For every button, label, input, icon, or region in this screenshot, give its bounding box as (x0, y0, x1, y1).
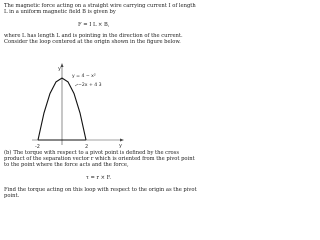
curve-label: y = 4 − x² (72, 74, 96, 79)
force-equation: F = I L × B, (78, 22, 110, 28)
x-axis-label: y (119, 143, 122, 149)
line-label: −2x + 4 3 (78, 83, 102, 88)
part-b-text (4, 150, 197, 169)
part-b-task: Find the torque acting on this loop with respect to the origin as the pivot point. (4, 187, 197, 200)
intro-continued-text: where L has length L and is pointing in the direction of the current. Consider the loop centered at the origin shown in the figure below. (4, 33, 183, 46)
tick-label-left: -2 (35, 144, 40, 150)
x-axis-arrow (120, 139, 124, 142)
part-b-body: The torque with respect to a pivot point is defined by the cross product of the separation vector r which is oriented from the pivot point to the point where the force acts and the force, (4, 150, 195, 169)
part-b-marker: (b) (4, 150, 12, 156)
torque-equation: τ = r × F. (86, 175, 112, 181)
y-axis-label: y (58, 66, 61, 72)
tick-label-right: 2 (85, 144, 89, 150)
intro-text: The magnetic force acting on a straight wire carrying current I of length L in a uniform magnetic field B is given by (4, 3, 196, 16)
